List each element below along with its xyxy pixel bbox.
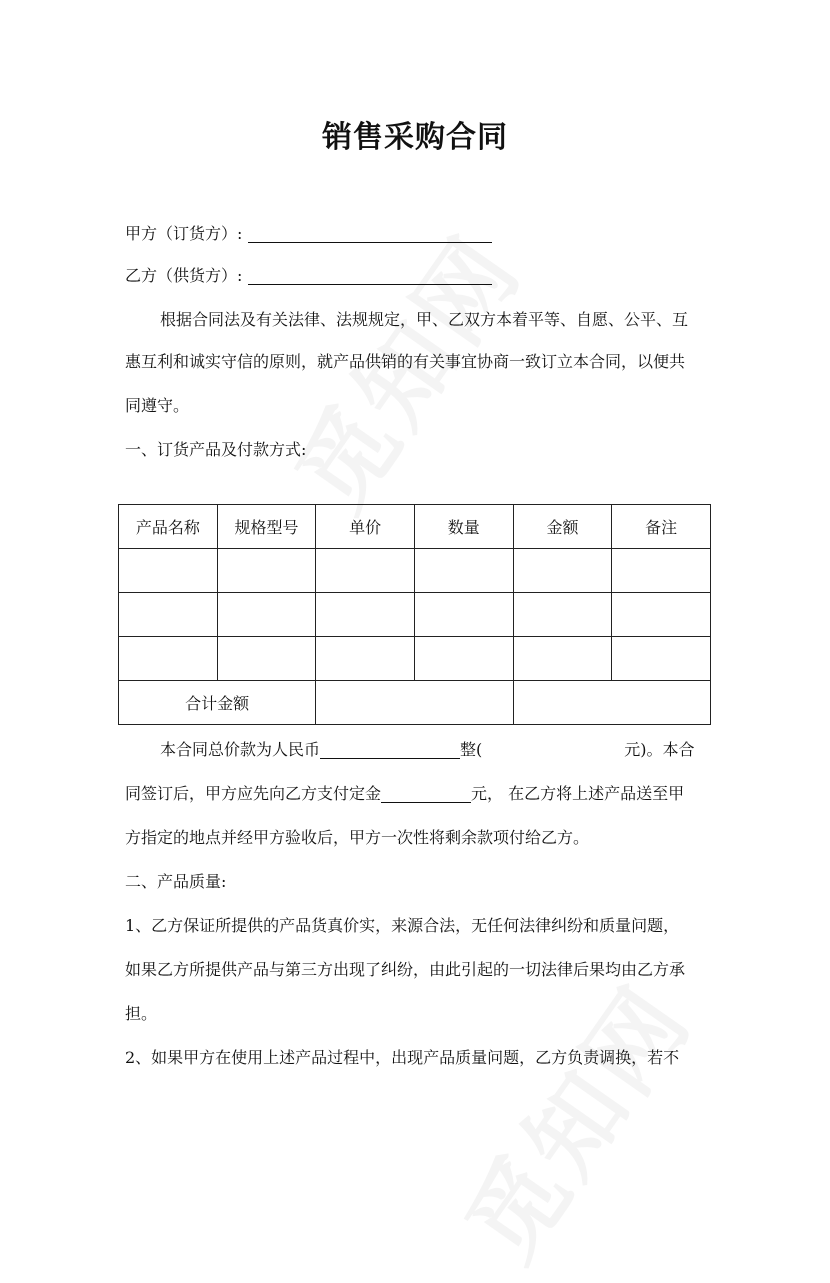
payment-text: 整(	[460, 740, 483, 759]
table-header: 金额	[513, 505, 612, 549]
party-b-label: 乙方（供货方）:	[125, 266, 243, 285]
table-cell[interactable]	[612, 549, 711, 593]
table-cell[interactable]	[316, 637, 415, 681]
watermark	[429, 954, 717, 1283]
payment-text: 同签订后，甲方应先向乙方支付定金	[125, 784, 382, 803]
total-cell[interactable]	[513, 681, 710, 725]
intro-line: 根据合同法及有关法律、法规规定，甲、乙双方本着平等、自愿、公平、互	[160, 310, 689, 329]
payment-text: 元， 在乙方将上述产品送至甲	[471, 784, 685, 803]
payment-line: 方指定的地点并经甲方验收后，甲方一次性将剩余款项付给乙方。	[125, 828, 590, 847]
party-b-line	[125, 266, 492, 286]
party-a-label: 甲方（订货方）:	[125, 224, 243, 243]
table-cell[interactable]	[217, 593, 316, 637]
table-cell[interactable]	[119, 637, 218, 681]
intro-line: 惠互利和诚实守信的原则，就产品供销的有关事宜协商一致订立本合同，以便共	[125, 352, 686, 371]
table-cell[interactable]	[316, 593, 415, 637]
quality-line: 1、乙方保证所提供的产品货真价实，来源合法，无任何法律纠纷和质量问题，	[125, 916, 680, 935]
table-cell[interactable]	[414, 593, 513, 637]
party-a-line	[125, 224, 492, 244]
table-row	[119, 637, 711, 681]
table-cell[interactable]	[414, 637, 513, 681]
payment-text: 元)。本合	[624, 740, 695, 759]
page-title: 销售采购合同	[322, 120, 508, 155]
table-cell[interactable]	[513, 593, 612, 637]
quality-line: 担。	[125, 1004, 158, 1023]
table-cell[interactable]	[119, 549, 218, 593]
table-total-row	[119, 681, 711, 725]
table-cell[interactable]	[513, 637, 612, 681]
total-cell[interactable]	[316, 681, 513, 725]
section-2-heading: 二、产品质量:	[125, 872, 227, 891]
table-cell[interactable]	[119, 593, 218, 637]
table-cell[interactable]	[217, 637, 316, 681]
table-cell[interactable]	[513, 549, 612, 593]
order-table	[118, 504, 711, 725]
table-header: 单价	[316, 505, 415, 549]
total-label: 合计金额	[119, 681, 316, 725]
table-row	[119, 549, 711, 593]
table-cell[interactable]	[316, 549, 415, 593]
amount-blank[interactable]	[320, 742, 460, 759]
table-cell[interactable]	[217, 549, 316, 593]
payment-line	[160, 740, 695, 760]
deposit-blank[interactable]	[381, 786, 471, 803]
table-header: 产品名称	[119, 505, 218, 549]
table-header: 数量	[414, 505, 513, 549]
payment-line	[125, 784, 684, 804]
quality-line: 2、如果甲方在使用上述产品过程中，出现产品质量问题，乙方负责调换，若不	[125, 1048, 680, 1067]
table-cell[interactable]	[612, 637, 711, 681]
intro-line: 同遵守。	[125, 396, 190, 415]
table-row	[119, 593, 711, 637]
table-header: 备注	[612, 505, 711, 549]
section-1-heading: 一、订货产品及付款方式:	[125, 440, 307, 459]
table-cell[interactable]	[414, 549, 513, 593]
table-cell[interactable]	[612, 593, 711, 637]
party-a-blank[interactable]	[248, 226, 492, 243]
table-header: 规格型号	[217, 505, 316, 549]
payment-text: 本合同总价款为人民币	[160, 740, 321, 759]
party-b-blank[interactable]	[248, 268, 492, 285]
quality-line: 如果乙方所提供产品与第三方出现了纠纷，由此引起的一切法律后果均由乙方承	[125, 960, 686, 979]
table-header-row	[119, 505, 711, 549]
